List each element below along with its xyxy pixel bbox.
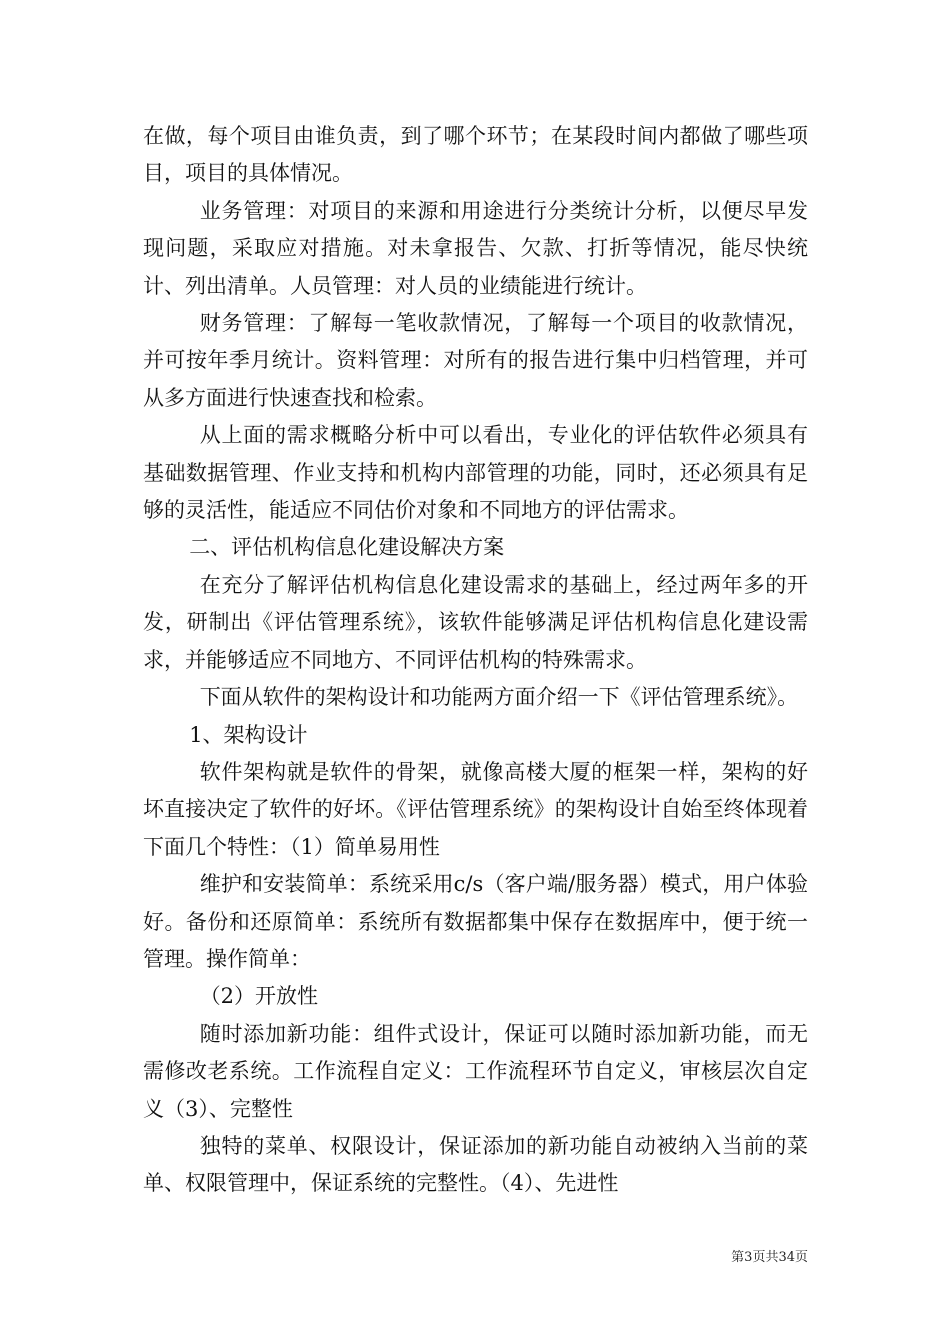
section-heading: 二、评估机构信息化建设解决方案 <box>189 535 505 560</box>
paragraph: （2）开放性 <box>199 984 319 1009</box>
paragraph: 在做，每个项目由谁负责，到了哪个环节；在某段时间内都做了哪些项目，项目的具体情况。 <box>143 124 808 186</box>
page-number-footer: 第3页共34页 <box>731 1250 808 1265</box>
paragraph: 从上面的需求概略分析中可以看出，专业化的评估软件必须具有基础数据管理、作业支持和机构内部管理的功能，同时，还必须具有足够的灵活性，能适应不同估价对象和不同地方的评估需求。 <box>143 423 808 523</box>
paragraph: 随时添加新功能：组件式设计，保证可以随时添加新功能，而无需修改老系统。工作流程自定义：工作流程环节自定义，审核层次自定义（3）、完整性 <box>143 1021 808 1121</box>
paragraph: 财务管理：了解每一笔收款情况，了解每一个项目的收款情况，并可按年季月统计。资料管理：对所有的报告进行集中归档管理，并可从多方面进行快速查找和检索。 <box>143 311 808 410</box>
section-heading: 1、架构设计 <box>189 722 308 747</box>
paragraph: 下面从软件的架构设计和功能两方面介绍一下《评估管理系统》。 <box>199 685 799 710</box>
paragraph: 维护和安装简单：系统采用c/s（客户端/服务器）模式，用户体验好。备份和还原简单：系统所有数据都集中保存在数据库中，便于统一管理。操作简单： <box>143 872 808 971</box>
paragraph: 业务管理：对项目的来源和用途进行分类统计分析，以便尽早发现问题，采取应对措施。对未拿报告、欠款、打折等情况，能尽快统计、列出清单。人员管理：对人员的业绩能进行统计。 <box>143 198 808 298</box>
paragraph: 在充分了解评估机构信息化建设需求的基础上，经过两年多的开发，研制出《评估管理系统》，该软件能够满足评估机构信息化建设需求，并能够适应不同地方、不同评估机构的特殊需求。 <box>143 572 808 672</box>
document-body <box>143 118 808 1203</box>
paragraph: 软件架构就是软件的骨架，就像高楼大厦的框架一样，架构的好坏直接决定了软件的好坏。《评估管理系统》的架构设计自始至终体现着下面几个特性：（1）简单易用性 <box>143 759 808 859</box>
paragraph: 独特的菜单、权限设计，保证添加的新功能自动被纳入当前的菜单、权限管理中，保证系统的完整性。（4）、先进性 <box>143 1133 808 1196</box>
